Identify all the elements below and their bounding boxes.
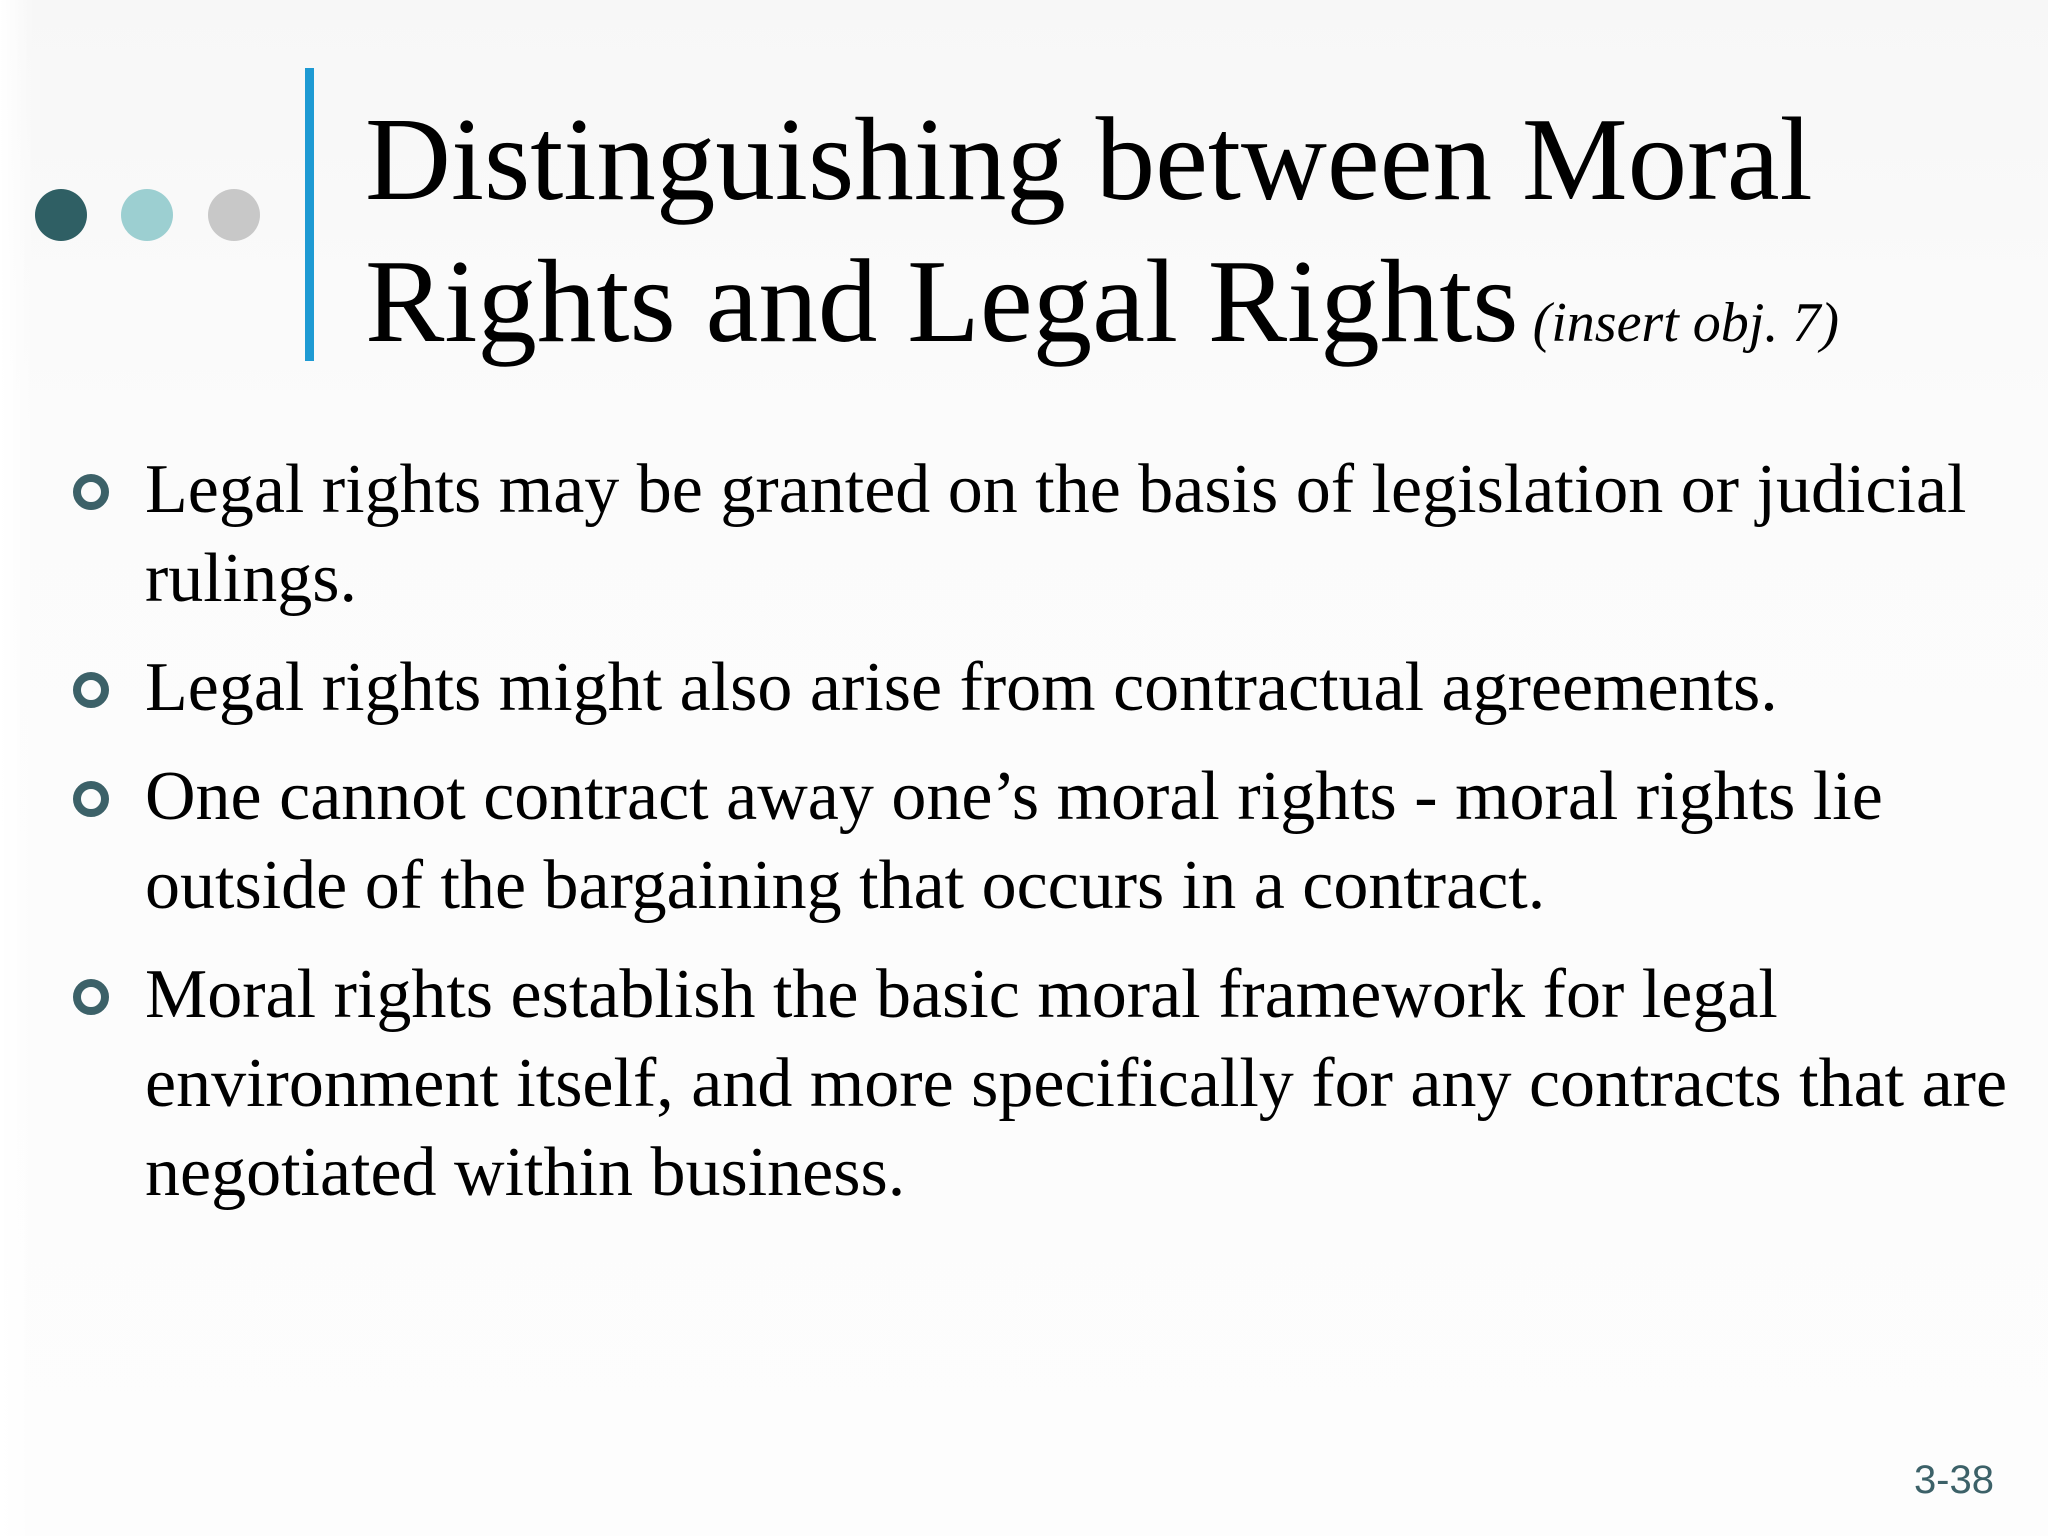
hollow-circle-bullet-icon [73,474,109,510]
bullet-text: Legal rights might also arise from contractual agreements. [145,649,1778,726]
bullet-list [0,445,2048,1237]
bullet-text: Legal rights may be granted on the basis of legislation or judicial rulings. [145,451,1967,617]
bullet-text: One cannot contract away one’s moral rights - moral rights lie outside of the bargaining that occurs in a contract. [145,758,1883,924]
slide-title-line-1: Distinguishing between Moral [365,93,1813,225]
decorative-dot-light-icon [121,189,173,241]
hollow-circle-bullet-icon [73,979,109,1015]
slide-title-line-2-text: Rights and Legal Rights [365,235,1519,367]
bullet-text: Moral rights establish the basic moral framework for legal environment itself, and more specifically for any contracts that are negotiated within business. [145,956,2008,1211]
decorative-dot-gray-icon [208,189,260,241]
hollow-circle-bullet-icon [73,672,109,708]
bullet-item [0,445,2025,623]
bullet-item [0,643,2025,732]
decorative-dot-dark-icon [35,189,87,241]
slide-number: 3-38 [1913,1458,1994,1502]
hollow-circle-bullet-icon [73,781,109,817]
title-objective-note: (insert obj. 7) [1532,292,1839,354]
title-accent-rule [305,68,314,361]
slide-title-line-2 [365,230,2005,394]
slide-title [365,88,2005,394]
bullet-item [0,950,2025,1217]
bullet-item [0,752,2025,930]
